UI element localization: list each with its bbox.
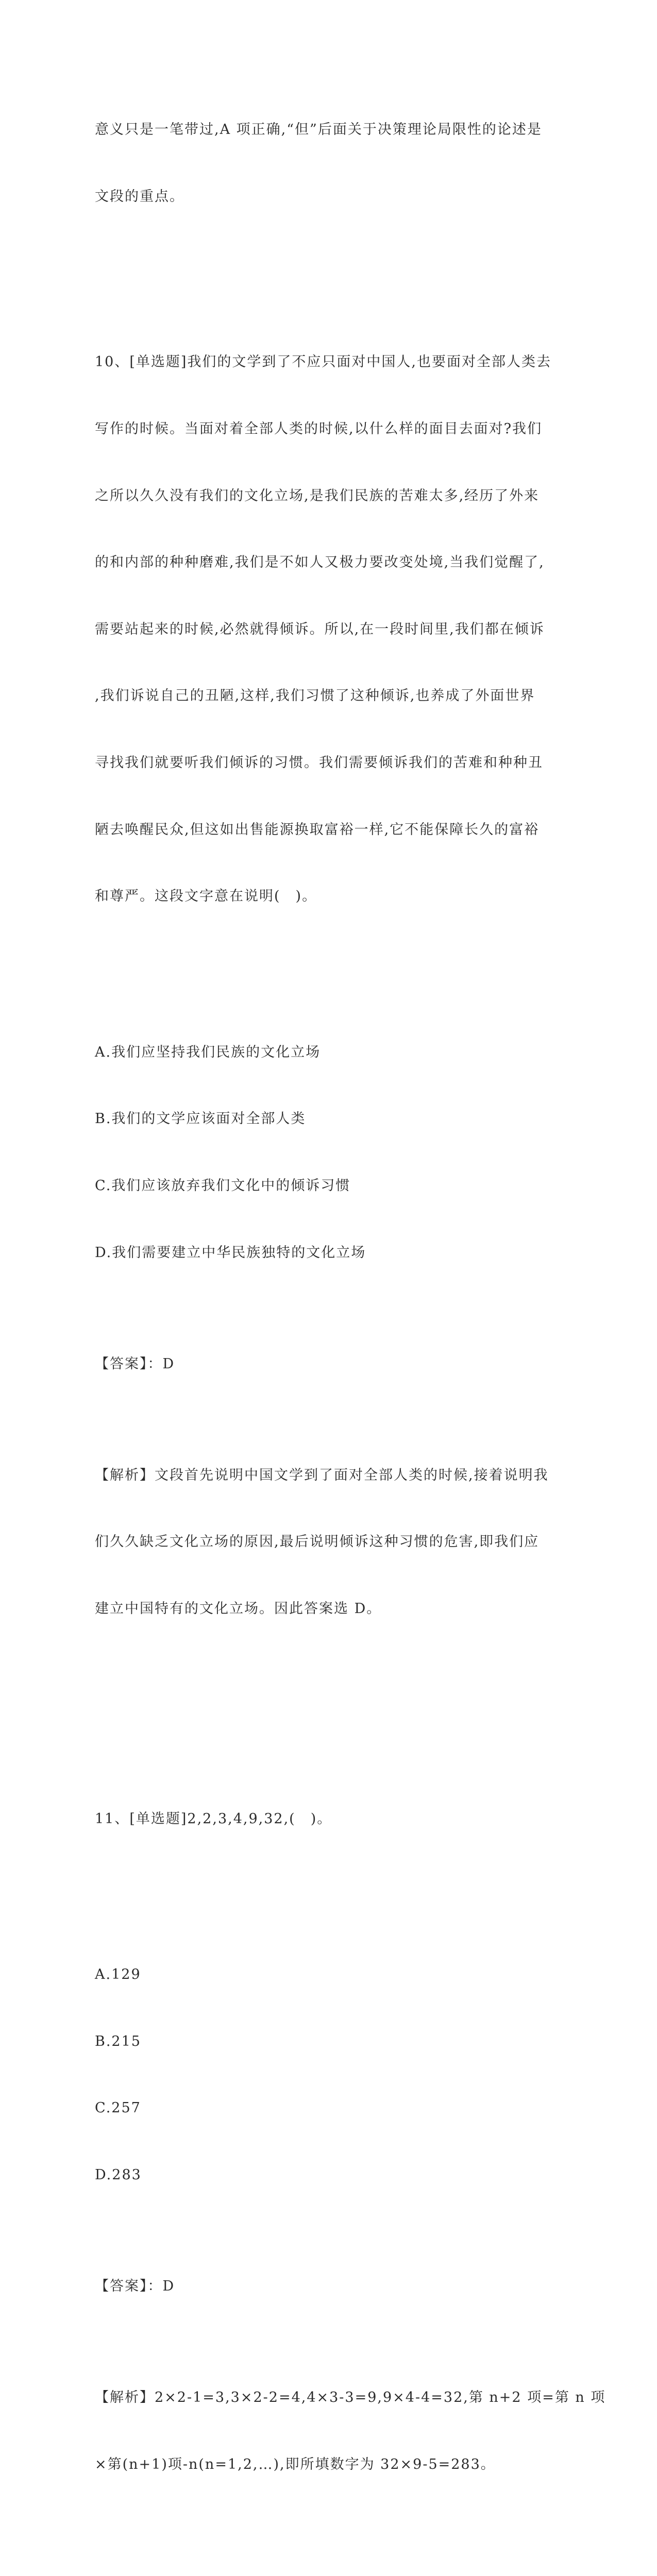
stem-line: 的和内部的种种磨难,我们是不如人又极力要改变处境,当我们觉醒了,: [95, 554, 545, 571]
option-b: B.215: [95, 2033, 141, 2049]
stem-line: 和尊严。这段文字意在说明( )。: [95, 888, 317, 905]
stem-line: 陋去唤醒民众,但这如出售能源换取富裕一样,它不能保障长久的富裕: [95, 821, 540, 838]
option-a: A.129: [95, 1967, 141, 1983]
question-12: [95, 2574, 559, 2576]
option-d: D.283: [95, 2166, 142, 2183]
analysis-line: 【解析】文段首先说明中国文学到了面对全部人类的时候,接着说明我: [95, 1467, 549, 1483]
analysis-line: 【解析】2×2-1=3,3×2-2=4,4×3-3=9,9×4-4=32,第 n+2 项=第 n 项: [95, 2389, 606, 2405]
option-c: C.我们应该放弃我们文化中的倾诉习惯: [95, 1177, 351, 1194]
paragraph-gap: [95, 252, 559, 262]
answer-line: 【答案】：D: [95, 2278, 175, 2294]
stem-line: 之所以久久没有我们的文化立场,是我们民族的苦难太多,经历了外来: [95, 487, 540, 504]
stem-line: 11、[单选题]2,2,3,4,9,32,( )。: [95, 1810, 332, 1827]
answer-line: 【答案】：D: [95, 1355, 175, 1372]
analysis-line: 建立中国特有的文化立场。因此答案选 D。: [95, 1600, 382, 1617]
question-10: [95, 262, 559, 1709]
option-a: A.我们应坚持我们民族的文化立场: [95, 1044, 321, 1060]
stem-line: 需要站起来的时候,必然就得倾诉。所以,在一段时间里,我们都在倾诉: [95, 621, 545, 637]
text-line: 文段的重点。: [95, 189, 184, 205]
analysis-line: ×第(n+1)项-n(n=1,2,…),即所填数字为 32×9-5=283。: [95, 2456, 496, 2472]
paragraph-gap: [95, 1709, 559, 1719]
stem-line: ,我们诉说自己的丑陋,这样,我们习惯了这种倾诉,也养成了外面世界: [95, 688, 535, 704]
stem-line: 写作的时候。当面对着全部人类的时候,以什么样的面目去面对?我们: [95, 421, 543, 437]
text-line: 意义只是一笔带过,A 项正确,“但”后面关于决策理论局限性的论述是: [95, 122, 542, 138]
page-content: [95, 74, 606, 2576]
option-b: B.我们的文学应该面对全部人类: [95, 1111, 306, 1127]
stem-line: 10、[单选题]我们的文学到了不应只面对中国人,也要面对全部人类去: [95, 354, 552, 370]
question-11: [95, 1719, 606, 2565]
question-stem: [95, 307, 559, 952]
option-list: [95, 996, 559, 1308]
analysis: [95, 2342, 606, 2520]
analysis: [95, 1419, 559, 1664]
previous-explanation-tail: [95, 74, 559, 252]
question-stem: [95, 1763, 559, 1874]
option-d: D.我们需要建立中华民族独特的文化立场: [95, 1244, 366, 1261]
analysis-line: 们久久缺乏文化立场的原因,最后说明倾诉这种习惯的危害,即我们应: [95, 1534, 540, 1550]
option-c: C.257: [95, 2100, 141, 2116]
stem-line: 寻找我们就要听我们倾诉的习惯。我们需要倾诉我们的苦难和种种丑: [95, 755, 543, 771]
paragraph-gap: [95, 2565, 559, 2574]
option-list: [95, 1919, 559, 2231]
